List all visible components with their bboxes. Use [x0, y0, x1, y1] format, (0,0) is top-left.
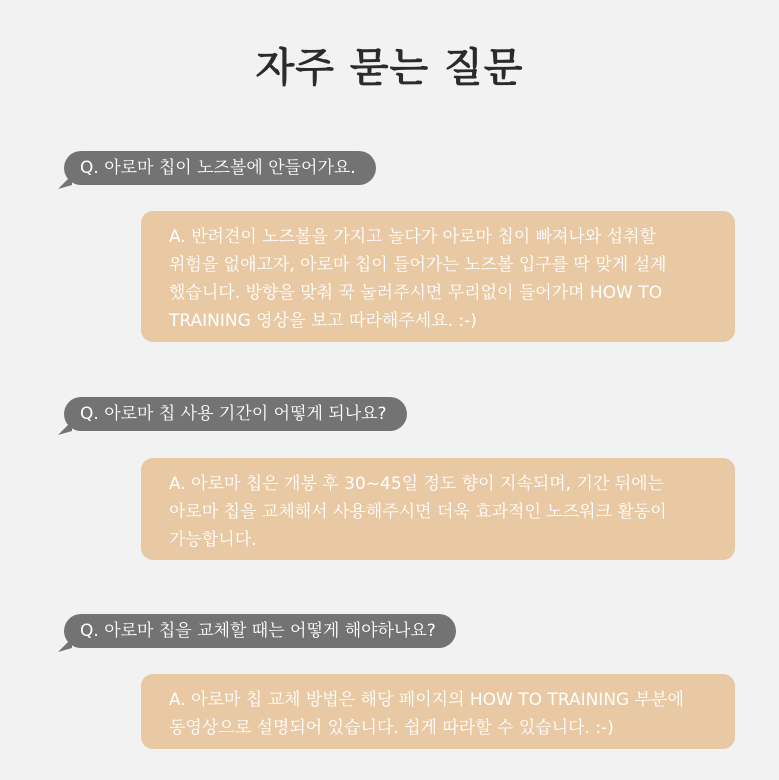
answer-line: 위험을 없애고자, 아로마 칩이 들어가는 노즈볼 입구를 딱 맞게 설계 [169, 255, 667, 275]
faq-question-1: Q. 아로마 칩이 노즈볼에 안들어가요. [64, 151, 376, 185]
answer-line: 가능합니다. [169, 530, 257, 550]
answer-line: 했습니다. 방향을 맞춰 꾹 눌러주시면 무리없이 들어가며 HOW TO [169, 283, 663, 303]
faq-question-2: Q. 아로마 칩 사용 기간이 어떻게 되나요? [64, 397, 407, 431]
answer-line: A. 반려견이 노즈볼을 가지고 놀다가 아로마 칩이 빠져나와 섭취할 [169, 227, 656, 247]
answer-line: 동영상으로 설명되어 있습니다. 쉽게 따라할 수 있습니다. :-) [169, 718, 614, 738]
answer-line: A. 아로마 칩은 개봉 후 30~45일 정도 향이 지속되며, 기간 뒤에는 [169, 474, 664, 494]
answer-line: TRAINING 영상을 보고 따라해주세요. :-) [169, 311, 477, 331]
faq-question-3: Q. 아로마 칩을 교체할 때는 어떻게 해야하나요? [64, 614, 456, 648]
page-title: 자주 묻는 질문 [255, 45, 524, 91]
faq-answer-3 [141, 674, 735, 749]
faq-answer-1 [141, 211, 735, 342]
faq-answer-2 [141, 458, 735, 560]
answer-line: 아로마 칩을 교체해서 사용해주시면 더욱 효과적인 노즈워크 활동이 [169, 502, 667, 522]
answer-line: A. 아로마 칩 교체 방법은 해당 페이지의 HOW TO TRAINING 부분에 [169, 690, 684, 710]
